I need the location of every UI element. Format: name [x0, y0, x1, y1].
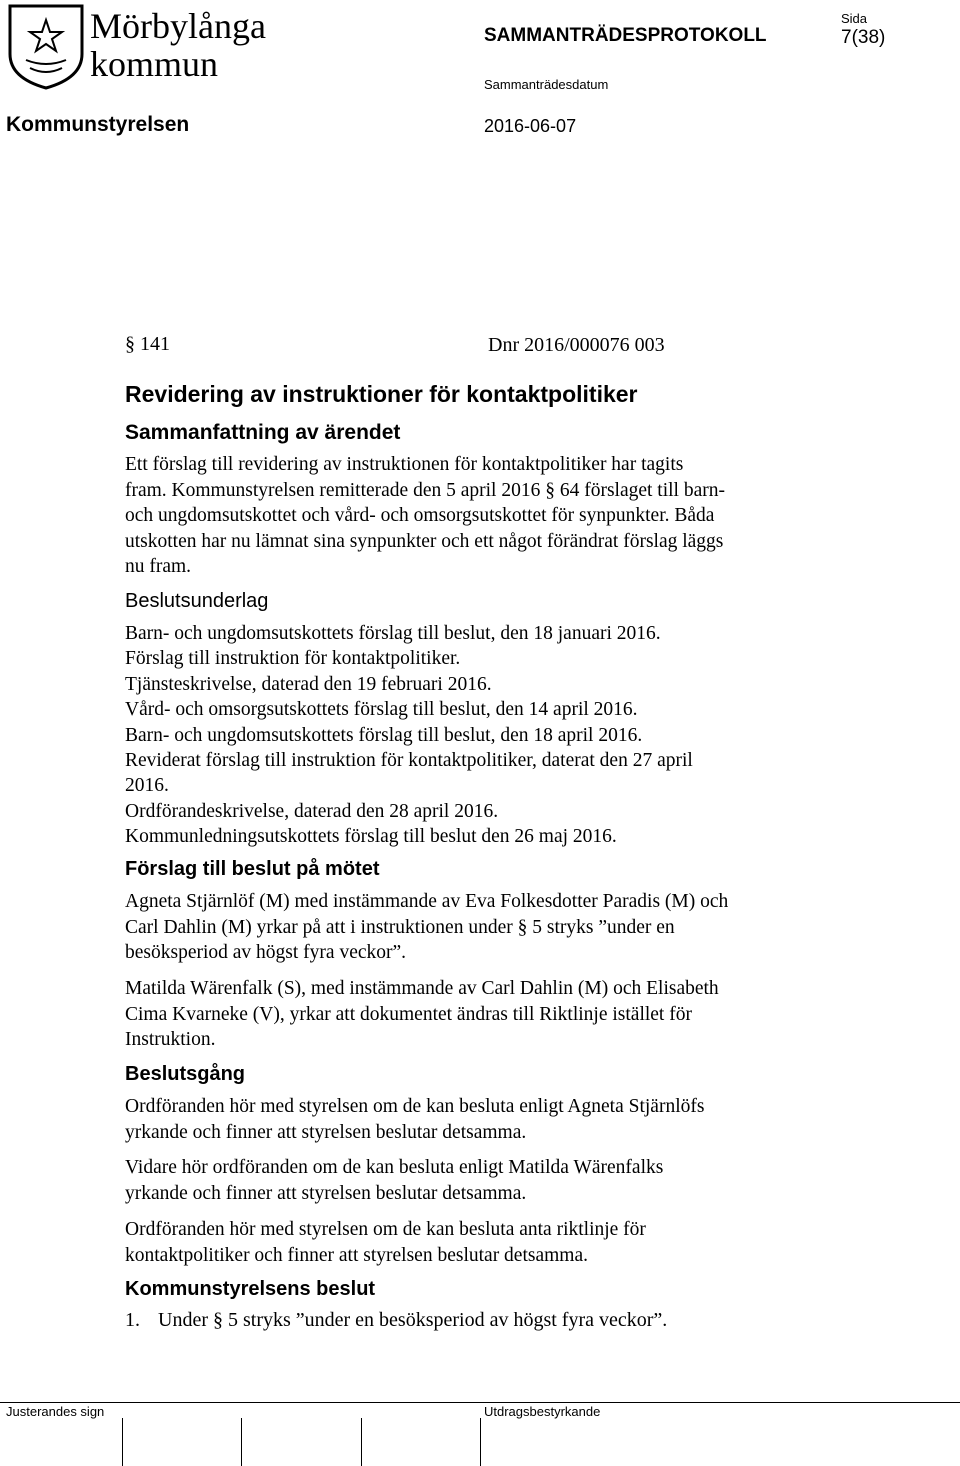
- summary-line: utskotten har nu lämnat sina synpunkter och ett något förändrat förslag läggs: [125, 530, 724, 552]
- proposal-line: besöksperiod av högst fyra veckor”.: [125, 942, 407, 963]
- procedure-line: Vidare hör ordföranden om de kan besluta enligt Matilda Wärenfalks: [125, 1157, 664, 1178]
- proposal-line: Carl Dahlin (M) yrkar på att i instruktionen under § 5 stryks ”under en: [125, 916, 675, 938]
- meeting-date-label: Sammanträdesdatum: [484, 77, 609, 92]
- basis-item: Barn- och ungdomsutskottets förslag till beslut, den 18 april 2016.: [125, 724, 643, 746]
- procedure-line: kontaktpolitiker och finner att styrelsen beslutar detsamma.: [125, 1244, 588, 1266]
- signature-box-divider: [480, 1418, 481, 1466]
- basis-heading: Beslutsunderlag: [125, 590, 269, 612]
- signature-box-divider: [122, 1418, 123, 1466]
- municipality-logo: [4, 2, 274, 90]
- decision-list: [125, 1309, 667, 1332]
- basis-item: Reviderat förslag till instruktion för kontaktpolitiker, daterat den 27 april: [125, 750, 693, 772]
- procedure-line: yrkande och finner att styrelsen beslutar detsamma.: [125, 1121, 527, 1143]
- proposal-line: Agneta Stjärnlöf (M) med instämmande av Eva Folkesdotter Paradis (M) och: [125, 891, 729, 912]
- item-title: Revidering av instruktioner för kontaktpolitiker: [125, 381, 638, 407]
- proposal-line: Matilda Wärenfalk (S), med instämmande av Carl Dahlin (M) och Elisabeth: [125, 978, 719, 999]
- basis-item: Ordförandeskrivelse, daterad den 28 april 2016.: [125, 800, 499, 822]
- proposal-line: Instruktion.: [125, 1029, 216, 1050]
- basis-item: Vård- och omsorgsutskottets förslag till beslut, den 14 april 2016.: [125, 699, 638, 721]
- decision-item: [125, 1309, 667, 1332]
- basis-item: Tjänsteskrivelse, daterad den 19 februari 2016.: [125, 673, 492, 695]
- summary-line: fram. Kommunstyrelsen remitterade den 5 april 2016 § 64 förslaget till barn-: [125, 479, 725, 501]
- basis-item: 2016.: [125, 775, 169, 797]
- proposals-heading: Förslag till beslut på mötet: [125, 858, 380, 880]
- document-type: SAMMANTRÄDESPROTOKOLL: [484, 25, 767, 46]
- proposal-paragraph-2: [125, 976, 719, 1053]
- basis-item: Kommunledningsutskottets förslag till beslut den 26 maj 2016.: [125, 826, 617, 848]
- summary-text: [125, 452, 725, 580]
- procedure-heading: Beslutsgång: [125, 1063, 246, 1085]
- decision-heading: Kommunstyrelsens beslut: [125, 1278, 376, 1300]
- decision-item-text: Under § 5 stryks ”under en besöksperiod av högst fyra veckor”.: [158, 1309, 668, 1331]
- proposal-paragraph-1: [125, 889, 728, 966]
- procedure-line: Ordföranden hör med styrelsen om de kan besluta enligt Agneta Stjärnlöfs: [125, 1096, 705, 1117]
- basis-list: [125, 621, 693, 850]
- basis-item: Förslag till instruktion för kontaktpolitiker.: [125, 648, 461, 670]
- proposal-line: Cima Kvarneke (V), yrkar att dokumentet ändras till Riktlinje istället för: [125, 1003, 692, 1025]
- paragraph-number: § 141: [125, 333, 170, 355]
- summary-line: nu fram.: [125, 556, 192, 577]
- procedure-paragraph-1: [125, 1094, 704, 1145]
- board-name: Kommunstyrelsen: [6, 113, 190, 136]
- decision-item-number: 1.: [125, 1309, 140, 1331]
- summary-line: och ungdomsutskottet och vård- och omsorgsutskottet för synpunkter. Båda: [125, 505, 715, 526]
- signature-box-divider: [361, 1418, 362, 1466]
- procedure-paragraph-2: [125, 1155, 663, 1206]
- page-label: Sida: [841, 11, 868, 26]
- meeting-date: 2016-06-07: [484, 116, 577, 136]
- logo-text-line1: Mörbylånga: [90, 6, 266, 46]
- summary-heading: Sammanfattning av ärendet: [125, 421, 401, 444]
- procedure-line: yrkande och finner att styrelsen beslutar detsamma.: [125, 1182, 527, 1204]
- logo-text-line2: kommun: [90, 44, 219, 84]
- procedure-paragraph-3: [125, 1217, 646, 1268]
- summary-line: Ett förslag till revidering av instruktionen för kontaktpolitiker har tagits: [125, 454, 684, 475]
- footer-divider: [0, 1402, 960, 1403]
- diary-number: Dnr 2016/000076 003: [488, 334, 665, 356]
- signature-box-divider: [241, 1418, 242, 1466]
- procedure-line: Ordföranden hör med styrelsen om de kan besluta anta riktlinje för: [125, 1219, 646, 1240]
- signature-label: Justerandes sign: [6, 1404, 105, 1419]
- extract-certification-label: Utdragsbestyrkande: [484, 1404, 601, 1419]
- page-number: 7(38): [841, 27, 886, 48]
- basis-item: Barn- och ungdomsutskottets förslag till beslut, den 18 januari 2016.: [125, 623, 661, 644]
